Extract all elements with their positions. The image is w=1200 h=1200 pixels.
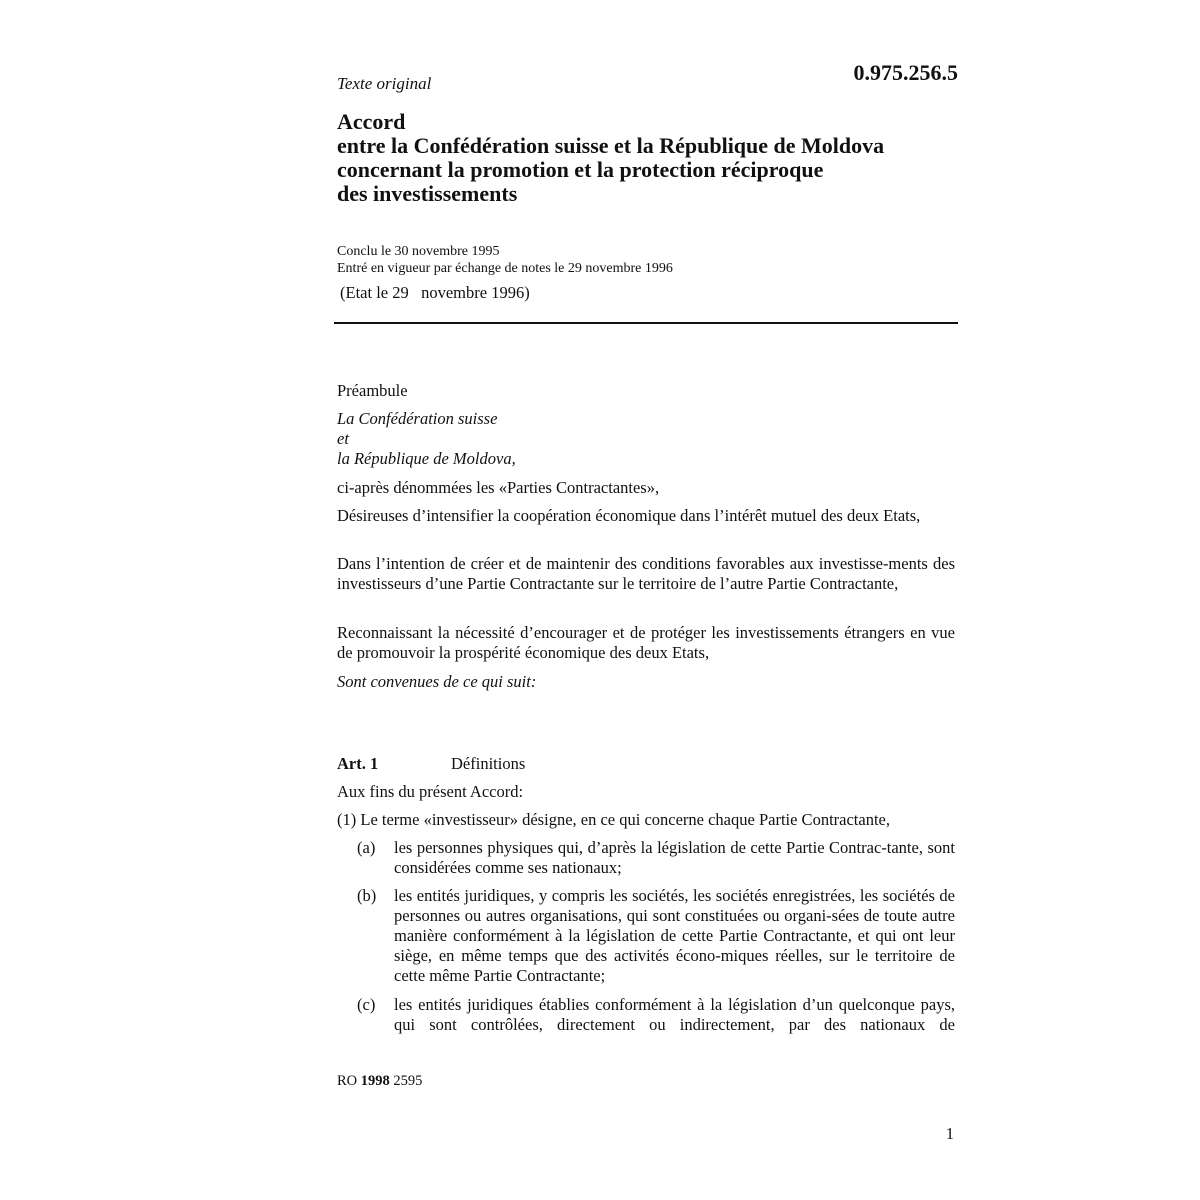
official-compilation-reference <box>337 1073 422 1090</box>
list-item-text: les entités juridiques établies conformément à la législation d’un quelconque pays, qui sont contrôlées, directement ou indirectement, par des nationaux de <box>394 995 955 1034</box>
preamble-heading: Préambule <box>337 381 408 400</box>
original-text-label: Texte original <box>337 74 432 93</box>
list-item-text: les entités juridiques, y compris les sociétés, les sociétés enregistrées, les sociétés de personnes ou autres organisations, qui sont constituées ou organi-sées de toute autre manière conformément à la législation de cette Partie Contractante, et qui ont leur siège, en même temps que des activités écono-miques réelles, sur le territoire de cette même Partie Contractante; <box>394 886 955 985</box>
dates-block <box>337 243 673 277</box>
ro-prefix: RO <box>337 1073 358 1089</box>
article-number: Art. 1 <box>337 754 379 773</box>
page-number: 1 <box>945 1124 954 1143</box>
preamble-paragraph: Dans l’intention de créer et de maintenir des conditions favorables aux investisse-ments des investisseurs d’une Partie Contractante sur le territoire de l’autre Partie Contractante, <box>337 554 955 593</box>
list-item <box>337 838 955 878</box>
preamble-closing: Sont convenues de ce qui suit: <box>337 672 537 691</box>
party-1: La Confédération suisse <box>337 409 498 428</box>
preamble-paragraph: Reconnaissant la nécessité d’encourager et de protéger les investissements étrangers en vue de promouvoir la prospérité économique des deux Etats, <box>337 623 955 662</box>
article-intro: Aux fins du présent Accord: <box>337 782 524 801</box>
preamble-paragraph: Désireuses d’intensifier la coopération économique dans l’intérêt mutuel des deux Etats, <box>337 506 921 525</box>
preamble-paragraph: ci-après dénommées les «Parties Contractantes», <box>337 478 660 497</box>
ro-year: 1998 <box>360 1073 390 1089</box>
title-line: entre la Confédération suisse et la République de Moldova <box>337 133 885 158</box>
list-item-marker: (c) <box>357 995 376 1014</box>
header-divider <box>334 322 958 324</box>
title-line: concernant la promotion et la protection réciproque <box>337 157 824 182</box>
concluded-date: Conclu le 30 novembre 1995 <box>337 244 500 259</box>
party-and: et <box>337 429 349 448</box>
status-date: (Etat le 29 novembre 1996) <box>340 283 530 302</box>
article-title: Définitions <box>451 754 526 773</box>
list-item <box>337 995 955 1035</box>
title-line: Accord <box>337 109 406 134</box>
list-item-marker: (a) <box>357 838 376 857</box>
list-item <box>337 886 955 986</box>
list-item-text: les personnes physiques qui, d’après la législation de cette Partie Contrac-tante, sont considérées comme ses nationaux; <box>394 838 955 877</box>
article-paragraph: (1) Le terme «investisseur» désigne, en ce qui concerne chaque Partie Contractante, <box>337 810 890 829</box>
entry-into-force-date: Entré en vigueur par échange de notes le 29 novembre 1996 <box>337 261 673 276</box>
list-item-marker: (b) <box>357 886 377 905</box>
title-line: des investissements <box>337 181 518 206</box>
sr-number: 0.975.256.5 <box>853 60 958 85</box>
document-title <box>337 110 884 206</box>
party-2: la République de Moldova, <box>337 449 516 468</box>
ro-page: 2595 <box>393 1073 423 1089</box>
